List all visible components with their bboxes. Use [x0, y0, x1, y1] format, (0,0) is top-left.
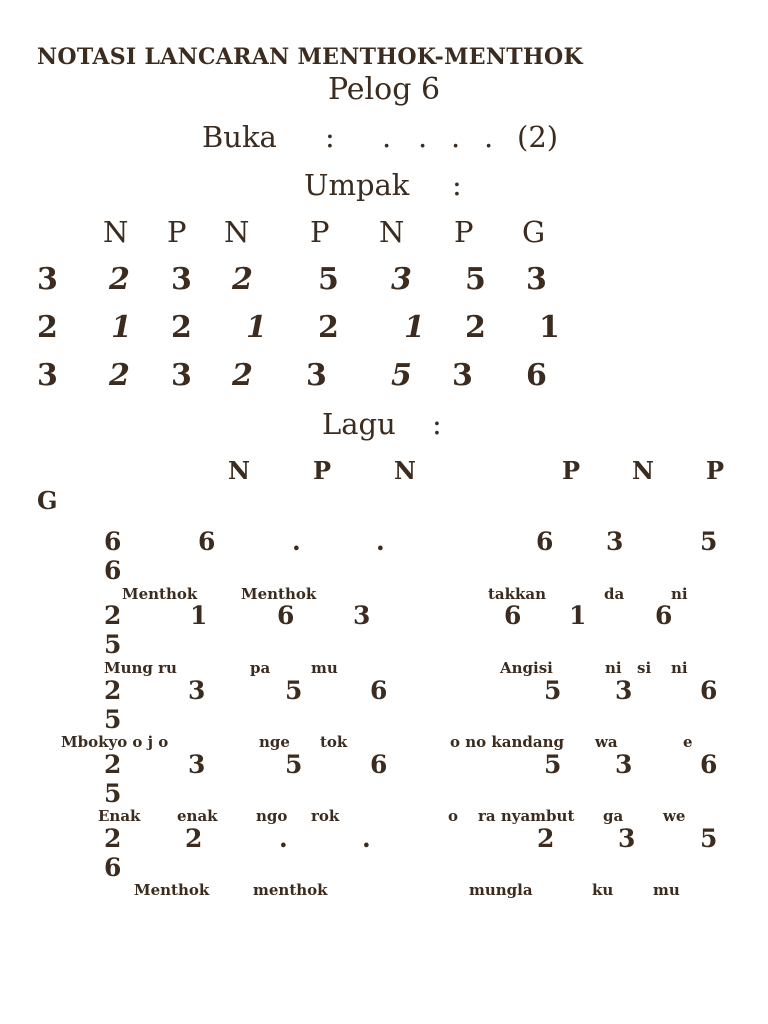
- note: 2: [104, 750, 122, 779]
- note: .: [376, 527, 385, 556]
- lyric: takkan: [488, 585, 547, 603]
- lyric: Enak: [98, 807, 141, 825]
- lyric: Mung ru: [104, 659, 177, 677]
- note-wrap: 5: [104, 779, 122, 808]
- note: 2: [232, 358, 253, 393]
- lyric: wa: [595, 733, 618, 751]
- note: .: [362, 824, 371, 853]
- note-wrap: 5: [104, 630, 122, 659]
- note: 3: [615, 750, 633, 779]
- lyric: ra nyambut: [478, 807, 575, 825]
- lyric: Menthok: [122, 585, 198, 603]
- buka-colon: :: [325, 120, 335, 154]
- lyric: we: [663, 807, 686, 825]
- marker-nong: N: [103, 215, 129, 249]
- note: 5: [391, 358, 412, 393]
- lyric: o: [448, 807, 459, 825]
- lyric: Mbokyo o j o: [61, 733, 169, 751]
- note: 5: [544, 676, 562, 705]
- note: 6: [700, 676, 718, 705]
- note: 3: [452, 358, 473, 393]
- note: 2: [104, 824, 122, 853]
- buka-dot: .: [484, 120, 494, 154]
- note: 6: [504, 601, 522, 630]
- note: 3: [606, 527, 624, 556]
- lyric: ni: [605, 659, 622, 677]
- note: 2: [232, 262, 253, 297]
- marker-gong: G: [522, 215, 546, 249]
- lyric: Menthok: [134, 881, 210, 899]
- marker-pul: P: [313, 456, 332, 485]
- note: 5: [318, 262, 339, 297]
- note: 5: [465, 262, 486, 297]
- note: 6: [198, 527, 216, 556]
- note: 6: [655, 601, 673, 630]
- note: 2: [318, 310, 339, 345]
- buka-dot: .: [418, 120, 428, 154]
- marker-pul: P: [310, 215, 330, 249]
- lyric: ni: [671, 659, 688, 677]
- lyric: ku: [592, 881, 614, 899]
- note-wrap: 6: [104, 556, 122, 585]
- note: 3: [188, 676, 206, 705]
- marker-nong: N: [224, 215, 250, 249]
- lyric: menthok: [253, 881, 328, 899]
- note: 6: [526, 358, 547, 393]
- lyric: tok: [320, 733, 348, 751]
- note: 6: [536, 527, 554, 556]
- lyric: mu: [311, 659, 338, 677]
- note: 6: [104, 527, 122, 556]
- note: 5: [700, 824, 718, 853]
- note: 3: [188, 750, 206, 779]
- note: 2: [185, 824, 203, 853]
- note: 1: [246, 310, 267, 345]
- note: 1: [404, 310, 425, 345]
- note: 2: [104, 601, 122, 630]
- lyric: Menthok: [241, 585, 317, 603]
- lyric: e: [683, 733, 693, 751]
- note: .: [292, 527, 301, 556]
- note: 2: [171, 310, 192, 345]
- page-title: NOTASI LANCARAN MENTHOK-MENTHOK: [37, 44, 583, 70]
- buka-dot: .: [451, 120, 461, 154]
- note: 6: [370, 750, 388, 779]
- lyric: ngo: [256, 807, 288, 825]
- note: 6: [277, 601, 295, 630]
- lagu-colon: :: [432, 407, 442, 441]
- note-wrap: 5: [104, 705, 122, 734]
- laras-label: Pelog 6: [327, 72, 441, 107]
- note: 3: [618, 824, 636, 853]
- note: 1: [569, 601, 587, 630]
- buka-label: Buka: [202, 120, 277, 154]
- lagu-label: Lagu: [322, 407, 396, 441]
- lyric: mungla: [469, 881, 533, 899]
- lyric: Angisi: [500, 659, 553, 677]
- marker-nong: N: [379, 215, 405, 249]
- lyric: enak: [177, 807, 218, 825]
- lyric: nge: [259, 733, 290, 751]
- note: 2: [37, 310, 58, 345]
- note: 6: [700, 750, 718, 779]
- marker-pul: P: [454, 215, 474, 249]
- lyric: ni: [671, 585, 688, 603]
- umpak-label: Umpak: [304, 168, 410, 202]
- note: 3: [171, 358, 192, 393]
- note: 3: [37, 358, 58, 393]
- lyric: ga: [603, 807, 624, 825]
- marker-pul: P: [562, 456, 581, 485]
- note: 2: [537, 824, 555, 853]
- note: 1: [190, 601, 208, 630]
- note: 2: [104, 676, 122, 705]
- note: 5: [544, 750, 562, 779]
- note: 3: [171, 262, 192, 297]
- buka-gong: (2): [517, 120, 559, 154]
- note: 5: [700, 527, 718, 556]
- note: .: [279, 824, 288, 853]
- note: 2: [109, 262, 130, 297]
- note: 2: [465, 310, 486, 345]
- note: 3: [353, 601, 371, 630]
- lyric: pa: [250, 659, 271, 677]
- note: 3: [391, 262, 412, 297]
- note: 2: [109, 358, 130, 393]
- note: 5: [285, 750, 303, 779]
- marker-pul: P: [167, 215, 187, 249]
- note: 3: [306, 358, 327, 393]
- lyric: da: [604, 585, 625, 603]
- note: 5: [285, 676, 303, 705]
- marker-nong: N: [632, 456, 654, 485]
- note: 3: [37, 262, 58, 297]
- marker-nong: N: [394, 456, 416, 485]
- lyric: o no kandang: [450, 733, 564, 751]
- lyric: mu: [653, 881, 680, 899]
- buka-dot: .: [382, 120, 392, 154]
- marker-gong: G: [37, 486, 58, 515]
- note: 6: [370, 676, 388, 705]
- lyric: rok: [311, 807, 340, 825]
- note: 3: [615, 676, 633, 705]
- umpak-colon: :: [452, 168, 462, 202]
- note: 1: [111, 310, 132, 345]
- note-wrap: 6: [104, 853, 122, 882]
- marker-nong: N: [228, 456, 250, 485]
- note: 1: [539, 310, 560, 345]
- lyric: si: [637, 659, 652, 677]
- note: 3: [526, 262, 547, 297]
- marker-pul: P: [706, 456, 725, 485]
